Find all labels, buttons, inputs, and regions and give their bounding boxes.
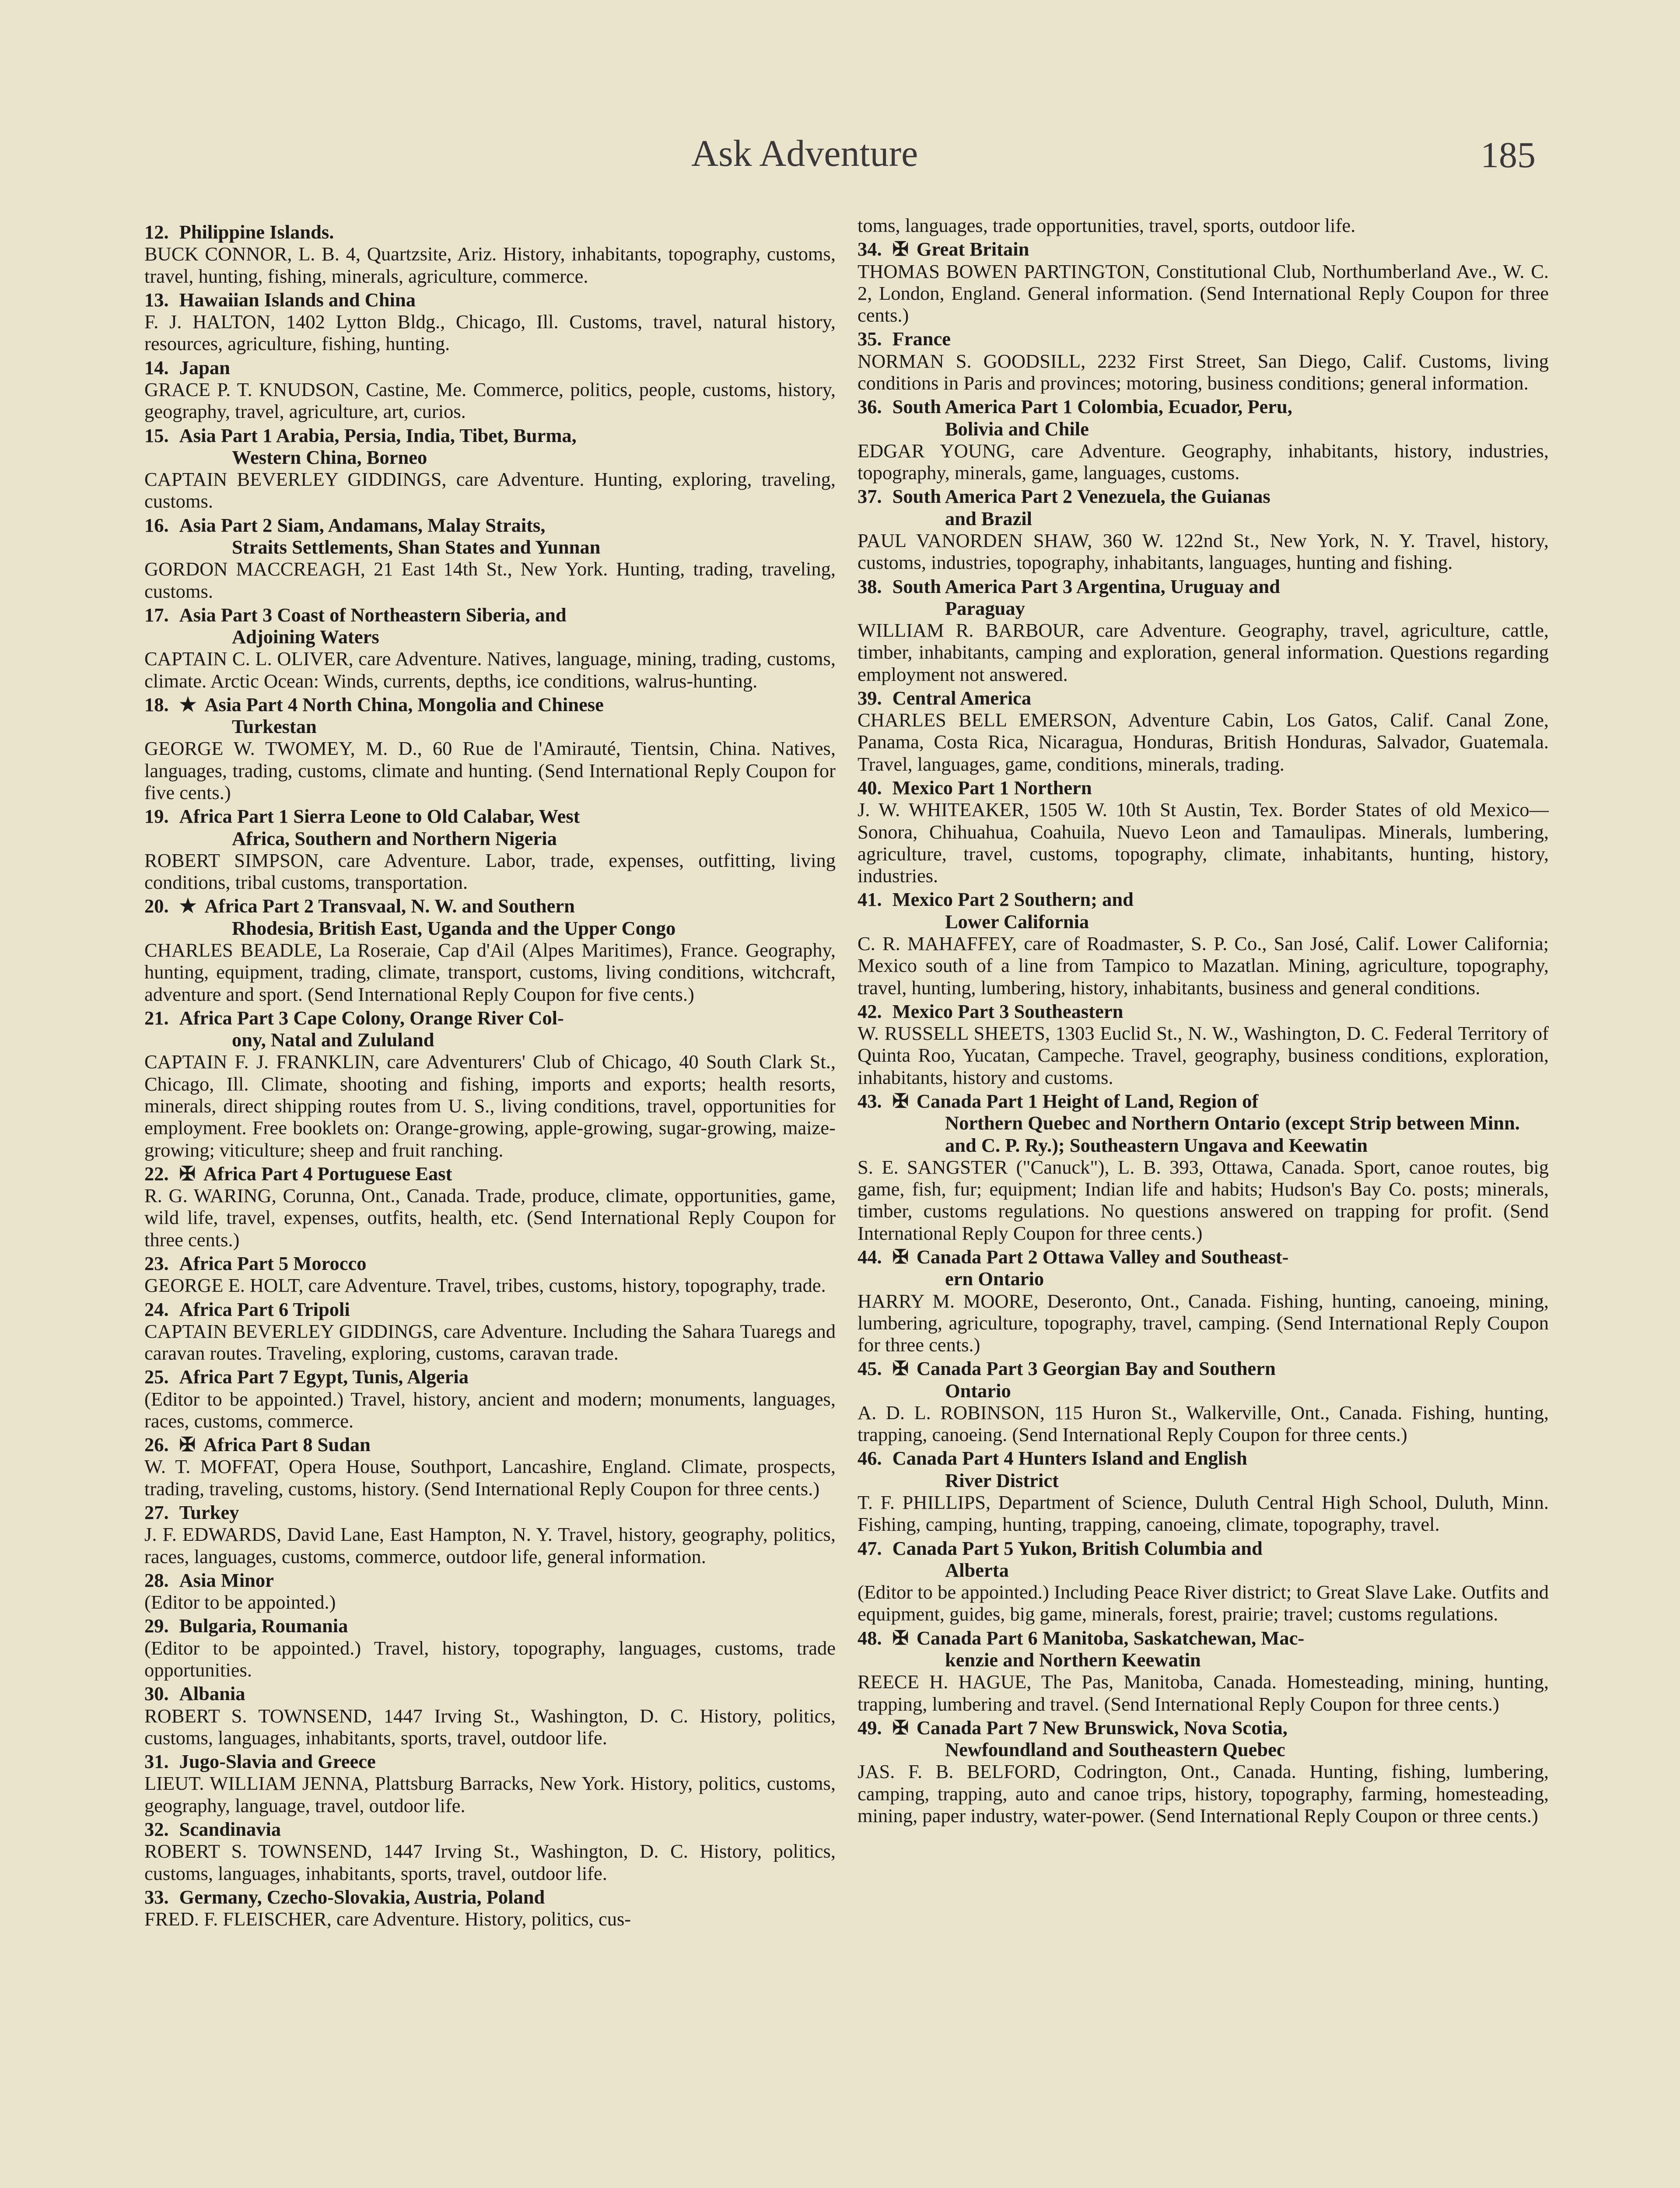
cross-icon: ✠ (892, 1716, 909, 1739)
entry-heading (144, 221, 836, 243)
entry-body: GRACE P. T. KNUDSON, Castine, Me. Commerce, politics, people, customs, history, geography, travel, agriculture, art, curios. (144, 378, 836, 423)
entry-heading (144, 357, 836, 379)
entry-title: Canada Part 1 Height of Land, Region of (916, 1090, 1259, 1112)
entry-number: 19. (144, 805, 169, 828)
directory-entry (858, 238, 1549, 326)
entry-heading (858, 485, 1549, 507)
directory-entry (144, 1750, 836, 1816)
directory-entry (144, 514, 836, 602)
entry-body: LIEUT. WILLIAM JENNA, Plattsburg Barracks, New York. History, politics, customs, geography, language, travel, outdoor life. (144, 1772, 836, 1816)
entry-subtitle: Western China, Borneo (232, 446, 427, 468)
entry-body: ROBERT SIMPSON, care Adventure. Labor, trade, expenses, outfitting, living conditions, tribal customs, transportation. (144, 849, 836, 894)
entry-heading (144, 805, 836, 827)
entry-subtitle: ern Ontario (945, 1268, 1044, 1290)
entry-body: T. F. PHILLIPS, Department of Science, Duluth Central High School, Duluth, Minn. Fishing, camping, hunting, trapping, canoeing, climate, topography, travel. (858, 1491, 1549, 1536)
entry-heading (144, 1750, 836, 1772)
directory-entry (858, 777, 1549, 887)
entry-body: ROBERT S. TOWNSEND, 1447 Irving St., Washington, D. C. History, politics, customs, languages, inhabitants, sports, travel, outdoor life. (144, 1704, 836, 1749)
entry-body: JAS. F. B. BELFORD, Codrington, Ont., Canada. Hunting, fishing, lumbering, camping, trapping, auto and canoe trips, history, topography, farming, homesteading, mining, paper industry, water-power. (Send International Reply Coupon or three cents.) (858, 1760, 1549, 1827)
cross-icon: ✠ (179, 1162, 196, 1185)
entry-subtitle: Bolivia and Chile (945, 417, 1089, 440)
entry-number: 13. (144, 288, 169, 311)
entry-body: S. E. SANGSTER ("Canuck"), L. B. 393, Ottawa, Canada. Sport, canoe routes, big game, fish, fur; equipment; Indian life and habits; Hudson's Bay Co. posts; minerals, timber, customs regulations. No questions answered on trapping for profit. (Send International Reply Coupon for three cents.) (858, 1156, 1549, 1244)
entry-number: 17. (144, 603, 169, 626)
directory-entry (144, 694, 836, 803)
directory-entry (858, 1357, 1549, 1445)
entry-number: 34. (858, 238, 882, 260)
entry-title: Africa Part 5 Morocco (179, 1252, 367, 1274)
entry-heading (858, 1000, 1549, 1022)
directory-entry (144, 895, 836, 1005)
entry-body: HARRY M. MOORE, Deseronto, Ont., Canada. Fishing, hunting, canoeing, mining, lumbering, agriculture, topography, travel, camping. (Send International Reply Coupon for three cents.) (858, 1290, 1549, 1356)
directory-entry (858, 1717, 1549, 1827)
entry-title: Canada Part 5 Yukon, British Columbia and (892, 1537, 1263, 1559)
entry-title: South America Part 3 Argentina, Uruguay and (892, 575, 1280, 597)
entry-title: Asia Minor (179, 1569, 274, 1591)
directory-entry (144, 424, 836, 512)
entry-body: C. R. MAHAFFEY, care of Roadmaster, S. P. Co., San José, Calif. Lower California; Mexico south of a line from Tampico to Mazatlan. Mining, agriculture, topography, travel, hunting, lumbering, history, inhabitants, business and general conditions. (858, 933, 1549, 999)
entry-body: CAPTAIN BEVERLEY GIDDINGS, care Adventure. Hunting, exploring, traveling, customs. (144, 468, 836, 512)
entry-title: Mexico Part 2 Southern; and (892, 888, 1134, 911)
entry-title: Scandinavia (179, 1818, 281, 1840)
entry-title: Mexico Part 3 Southeastern (892, 1000, 1124, 1022)
entry-body: ROBERT S. TOWNSEND, 1447 Irving St., Washington, D. C. History, politics, customs, languages, inhabitants, sports, travel, outdoor life. (144, 1840, 836, 1884)
star-icon: ★ (179, 895, 197, 917)
directory-entry (144, 1434, 836, 1500)
entry-body: GEORGE E. HOLT, care Adventure. Travel, tribes, customs, history, topography, trade. (144, 1274, 826, 1297)
directory-entry (144, 805, 836, 893)
cross-icon: ✠ (892, 1357, 909, 1380)
cross-icon: ✠ (892, 1627, 909, 1649)
entry-title: France (892, 328, 951, 350)
entry-heading (144, 289, 836, 311)
entry-title: Canada Part 2 Ottawa Valley and Southeast- (916, 1245, 1289, 1268)
entry-heading (858, 687, 1549, 709)
entry-number: 42. (858, 1000, 882, 1022)
entry-body: GEORGE W. TWOMEY, M. D., 60 Rue de l'Amirauté, Tientsin, China. Natives, languages, trading, customs, climate and hunting. (Send International Reply Coupon for five cents.) (144, 737, 836, 804)
page-title: Ask Adventure (691, 132, 918, 174)
directory-entry (858, 1537, 1549, 1625)
entry-body: CAPTAIN F. J. FRANKLIN, care Adventurers' Club of Chicago, 40 South Clark St., Chicago, Ill. Climate, shooting and fishing, imports and exports; health resorts, minerals, direct shipping routes from U. S., living conditions, travel, opportunities for employment. Free booklets on: Orange-growing, apple-growing, sugar-growing, maize-growing; viticulture; sheep and fruit ranching. (144, 1051, 836, 1161)
entry-subtitle: Ontario (945, 1379, 1011, 1402)
entry-title: Asia Part 2 Siam, Andamans, Malay Straits, (179, 514, 546, 536)
directory-entry (144, 221, 836, 287)
entry-number: 38. (858, 575, 882, 597)
directory-entry (858, 1246, 1549, 1356)
entry-subtitle: ony, Natal and Zululand (232, 1029, 434, 1051)
entry-number: 27. (144, 1501, 169, 1524)
entry-number: 45. (858, 1357, 882, 1380)
entry-number: 26. (144, 1434, 169, 1456)
entry-title: Africa Part 8 Sudan (203, 1434, 371, 1456)
entry-title: Hawaiian Islands and China (179, 288, 416, 311)
entry-body: NORMAN S. GOODSILL, 2232 First Street, San Diego, Calif. Customs, living conditions in Paris and provinces; motoring, business conditions; general information. (858, 350, 1549, 394)
entry-number: 24. (144, 1298, 169, 1320)
entry-number: 29. (144, 1615, 169, 1637)
directory-entry (144, 289, 836, 355)
entry-heading (858, 1627, 1549, 1649)
entry-body: FRED. F. FLEISCHER, care Adventure. History, politics, cus- (144, 1908, 631, 1930)
entry-heading (144, 1366, 836, 1388)
entry-number: 40. (858, 777, 882, 799)
directory-entry (858, 575, 1549, 685)
entry-subtitle: Paraguay (945, 597, 1025, 619)
entry-number: 41. (858, 888, 882, 911)
entry-number: 39. (858, 687, 882, 709)
entry-number: 15. (144, 424, 169, 446)
entry-heading (858, 238, 1549, 260)
entry-body: A. D. L. ROBINSON, 115 Huron St., Walkerville, Ont., Canada. Fishing, hunting, trapping, canoeing. (Send International Reply Coupon for three cents.) (858, 1401, 1549, 1446)
entry-subtitle: Newfoundland and Southeastern Quebec (945, 1739, 1285, 1761)
entry-body: THOMAS BOWEN PARTINGTON, Constitutional Club, Northumberland Ave., W. C. 2, London, England. General information. (Send International Reply Coupon for three cents.) (858, 260, 1549, 326)
entry-body: EDGAR YOUNG, care Adventure. Geography, inhabitants, history, industries, topography, minerals, game, languages, customs. (858, 439, 1549, 484)
directory-entry (858, 214, 1549, 236)
entry-heading (858, 328, 1549, 350)
page-number: 185 (1480, 135, 1536, 175)
entry-body: J. F. EDWARDS, David Lane, East Hampton, N. Y. Travel, history, geography, politics, races, languages, customs, commerce, outdoor life, general information. (144, 1523, 836, 1567)
entry-number: 28. (144, 1569, 169, 1591)
directory-entry (144, 1886, 836, 1930)
entry-body: WILLIAM R. BARBOUR, care Adventure. Geography, travel, agriculture, cattle, timber, inhabitants, camping and exploration, general information. Questions regarding employment not answered. (858, 619, 1549, 685)
entry-number: 35. (858, 328, 882, 350)
directory-entry (144, 1007, 836, 1161)
entry-body: W. T. MOFFAT, Opera House, Southport, Lancashire, England. Climate, prospects, trading, traveling, customs, history. (Send International Reply Coupon for three cents.) (144, 1455, 836, 1500)
directory-entry (144, 1366, 836, 1432)
running-head (0, 131, 1680, 179)
cross-icon: ✠ (892, 1090, 909, 1112)
entry-subtitle: Alberta (945, 1559, 1009, 1581)
entry-number: 47. (858, 1537, 882, 1559)
entry-subtitle: River District (945, 1469, 1059, 1491)
directory-entry (858, 687, 1549, 775)
directory-entry (858, 1000, 1549, 1088)
entry-title: Canada Part 7 New Brunswick, Nova Scotia, (916, 1716, 1288, 1739)
entry-subtitle: Northern Quebec and Northern Ontario (except Strip between Minn. and C. P. Ry.); Southeastern Ungava and Keewatin (945, 1112, 1520, 1156)
entry-title: Jugo-Slavia and Greece (179, 1750, 376, 1773)
entry-body: R. G. WARING, Corunna, Ont., Canada. Trade, produce, climate, opportunities, game, wild life, travel, expenses, outfits, health, etc. (Send International Reply Coupon for three cents.) (144, 1185, 836, 1251)
directory-entry (858, 888, 1549, 998)
entry-number: 44. (858, 1245, 882, 1268)
entry-title: Africa Part 6 Tripoli (179, 1298, 350, 1320)
entry-body: CAPTAIN BEVERLEY GIDDINGS, care Adventure. Including the Sahara Tuaregs and caravan routes. Traveling, exploring, customs, caravan trade. (144, 1320, 836, 1364)
entry-subtitle: and Brazil (945, 507, 1032, 529)
entry-heading (858, 1447, 1549, 1469)
directory-entry (144, 1298, 836, 1364)
entry-body: BUCK CONNOR, L. B. 4, Quartzsite, Ariz. History, inhabitants, topography, customs, travel, hunting, fishing, minerals, agriculture, commerce. (144, 243, 836, 287)
entry-subtitle: Rhodesia, British East, Uganda and the Upper Congo (232, 917, 676, 939)
entry-heading (858, 888, 1549, 910)
entry-title: Africa Part 4 Portuguese East (203, 1162, 452, 1185)
entry-heading (144, 1163, 836, 1185)
entry-title: Great Britain (916, 238, 1029, 260)
entry-body: W. RUSSELL SHEETS, 1303 Euclid St., N. W., Washington, D. C. Federal Territory of Quinta Roo, Yucatan, Campeche. Travel, geography, business conditions, exploration, inhabitants, history and customs. (858, 1022, 1549, 1088)
entry-heading (144, 1007, 836, 1029)
entry-title: Canada Part 6 Manitoba, Saskatchewan, Mac- (916, 1627, 1305, 1649)
entry-number: 18. (144, 693, 169, 715)
directory-entry (144, 604, 836, 692)
entry-number: 37. (858, 485, 882, 508)
directory-entry (858, 1447, 1549, 1535)
entry-title: Africa Part 2 Transvaal, N. W. and Southern (204, 895, 575, 917)
entry-number: 32. (144, 1818, 169, 1840)
entry-subtitle: kenzie and Northern Keewatin (945, 1649, 1201, 1671)
entry-body: (Editor to be appointed.) Travel, history, ancient and modern; monuments, languages, races, customs, commerce. (144, 1388, 836, 1432)
entry-heading (144, 694, 836, 715)
entry-heading (858, 777, 1549, 799)
entry-title: Turkey (179, 1501, 239, 1524)
entry-heading (858, 1357, 1549, 1379)
entry-body: (Editor to be appointed.) Including Peace River district; to Great Slave Lake. Outfits and equipment, guides, big game, minerals, forest, prairie; travel; customs regulations. (858, 1581, 1549, 1625)
entry-title: Asia Part 3 Coast of Northeastern Siberia, and (179, 603, 567, 626)
cross-icon: ✠ (892, 238, 909, 260)
entry-body: CHARLES BELL EMERSON, Adventure Cabin, Los Gatos, Calif. Canal Zone, Panama, Costa Rica, Nicaragua, Honduras, British Honduras, Salvador, Guatemala. Travel, languages, game, conditions, minerals, trading. (858, 709, 1549, 775)
entry-title: Asia Part 1 Arabia, Persia, India, Tibet, Burma, (179, 424, 577, 446)
directory-entry (858, 1627, 1549, 1715)
entry-heading (858, 1246, 1549, 1268)
entry-heading (858, 1717, 1549, 1739)
entry-subtitle: Lower California (945, 910, 1089, 933)
entry-number: 21. (144, 1006, 169, 1029)
entry-number: 43. (858, 1090, 882, 1112)
directory-entry (858, 1090, 1549, 1244)
entry-body: GORDON MACCREAGH, 21 East 14th St., New York. Hunting, trading, traveling, customs. (144, 558, 836, 602)
directory-entry (858, 485, 1549, 573)
directory-entry (144, 1252, 836, 1297)
directory-entry (144, 1163, 836, 1251)
entry-heading (858, 396, 1549, 417)
entry-title: Asia Part 4 North China, Mongolia and Chinese (204, 693, 604, 715)
entry-title: Africa Part 7 Egypt, Tunis, Algeria (179, 1366, 469, 1388)
cross-icon: ✠ (179, 1434, 196, 1456)
entry-title: Albania (179, 1683, 245, 1705)
entry-subtitle: Straits Settlements, Shan States and Yunnan (232, 536, 601, 558)
entry-heading (144, 1298, 836, 1320)
right-column (858, 214, 1549, 1828)
star-icon: ★ (179, 693, 197, 715)
entry-title: South America Part 1 Colombia, Ecuador, Peru, (892, 396, 1292, 418)
entry-number: 16. (144, 514, 169, 536)
entry-number: 31. (144, 1750, 169, 1773)
directory-entry (858, 328, 1549, 394)
entry-body: F. J. HALTON, 1402 Lytton Bldg., Chicago, Ill. Customs, travel, natural history, resources, agriculture, fishing, hunting. (144, 311, 836, 355)
entry-number: 20. (144, 895, 169, 917)
entry-number: 36. (858, 396, 882, 418)
entry-heading (858, 1537, 1549, 1559)
entry-title: Mexico Part 1 Northern (892, 777, 1092, 799)
entry-heading (858, 1090, 1549, 1112)
entry-heading (144, 1434, 836, 1455)
entry-number: 49. (858, 1716, 882, 1739)
entry-subtitle: Adjoining Waters (232, 626, 379, 648)
entry-number: 48. (858, 1627, 882, 1649)
entry-heading (144, 424, 836, 446)
entry-title: Canada Part 3 Georgian Bay and Southern (916, 1357, 1276, 1380)
entry-number: 33. (144, 1886, 169, 1908)
entry-body: J. W. WHITEAKER, 1505 W. 10th St Austin, Tex. Border States of old Mexico—Sonora, Chihuahua, Coahuila, Nuevo Leon and Tamaulipas. Minerals, lumbering, agriculture, travel, customs, topography, climate, inhabitants, hunting, history, industries. (858, 799, 1549, 887)
directory-entry (144, 1615, 836, 1681)
directory-entry (144, 1569, 836, 1613)
directory-entry (144, 1501, 836, 1567)
entry-heading (858, 575, 1549, 597)
entry-heading (144, 604, 836, 626)
entry-subtitle: Turkestan (232, 715, 317, 738)
entry-body: toms, languages, trade opportunities, travel, sports, outdoor life. (858, 214, 1356, 236)
entry-heading (144, 1615, 836, 1637)
entry-number: 12. (144, 221, 169, 243)
entry-heading (144, 1569, 836, 1591)
entry-heading (144, 514, 836, 536)
directory-entry (144, 1818, 836, 1884)
entry-title: Africa Part 1 Sierra Leone to Old Calabar, West (179, 805, 580, 828)
directory-entry (144, 357, 836, 423)
cross-icon: ✠ (892, 1245, 909, 1268)
entry-number: 46. (858, 1447, 882, 1469)
entry-heading (144, 1683, 836, 1704)
entry-heading (144, 895, 836, 917)
entry-title: Germany, Czecho-Slovakia, Austria, Poland (179, 1886, 545, 1908)
directory-entry (144, 1683, 836, 1749)
entry-subtitle: Africa, Southern and Northern Nigeria (232, 827, 557, 849)
entry-body: CAPTAIN C. L. OLIVER, care Adventure. Natives, language, mining, trading, customs, climate. Arctic Ocean: Winds, currents, depths, ice conditions, walrus-hunting. (144, 648, 836, 692)
entry-body: (Editor to be appointed.) Travel, history, topography, languages, customs, trade opportunities. (144, 1637, 836, 1681)
entry-title: South America Part 2 Venezuela, the Guianas (892, 485, 1270, 508)
entry-number: 14. (144, 356, 169, 379)
entry-title: Japan (179, 356, 230, 379)
entry-title: Canada Part 4 Hunters Island and English (892, 1447, 1247, 1469)
entry-title: Bulgaria, Roumania (179, 1615, 348, 1637)
entry-number: 25. (144, 1366, 169, 1388)
entry-heading (144, 1501, 836, 1523)
entry-heading (144, 1252, 836, 1274)
left-column (144, 221, 836, 1932)
entry-body: PAUL VANORDEN SHAW, 360 W. 122nd St., New York, N. Y. Travel, history, customs, industries, topography, inhabitants, languages, hunting and fishing. (858, 529, 1549, 574)
directory-entry (858, 396, 1549, 484)
entry-title: Philippine Islands. (179, 221, 334, 243)
entry-heading (144, 1886, 836, 1908)
entry-title: Africa Part 3 Cape Colony, Orange River Col- (179, 1006, 564, 1029)
entry-body: REECE H. HAGUE, The Pas, Manitoba, Canada. Homesteading, mining, hunting, trapping, lumbering and travel. (Send International Reply Coupon for three cents.) (858, 1671, 1549, 1715)
entry-number: 30. (144, 1683, 169, 1705)
entry-body: CHARLES BEADLE, La Roseraie, Cap d'Ail (Alpes Maritimes), France. Geography, hunting, equipment, trading, climate, transport, customs, living conditions, witchcraft, adventure and sport. (Send International Reply Coupon for five cents.) (144, 939, 836, 1005)
entry-heading (144, 1818, 836, 1840)
entry-title: Central America (892, 687, 1032, 709)
entry-body: (Editor to be appointed.) (144, 1591, 336, 1613)
entry-number: 22. (144, 1162, 169, 1185)
entry-number: 23. (144, 1252, 169, 1274)
